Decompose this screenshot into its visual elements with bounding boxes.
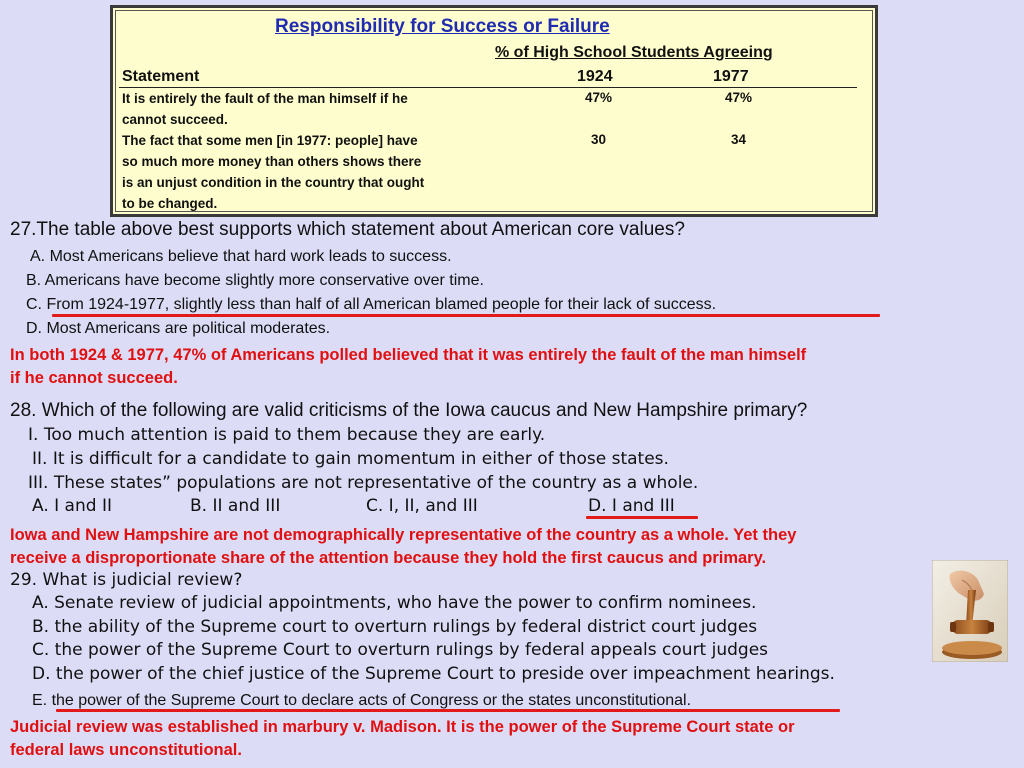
table-cell-1977: 34 [731,132,747,147]
question-28-stem: 28. Which of the following are valid criticisms of the Iowa caucus and New Hampshire primary? [10,400,808,421]
table-cell-1924: 47% [585,90,613,105]
q28-statement-1: I. Too much attention is paid to them because they are early. [28,425,546,445]
q28-choice-d: D. I and III [588,496,675,516]
answer-underline [586,516,698,519]
question-29-stem: 29. What is judicial review? [10,570,243,590]
table-row-statement: It is entirely the fault of the man himself if he cannot succeed. [122,91,408,127]
table-title: Responsibility for Success or Failure [275,16,610,37]
q29-explanation: Judicial review was established in marbury v. Madison. It is the power of the Supreme Court state or federal laws unconstitutional. [10,718,795,759]
q27-option-c: C. From 1924-1977, slightly less than half of all American blamed people for their lack of success. [26,296,717,313]
data-table-box [110,5,878,217]
table-cell-1977: 47% [725,90,753,105]
q27-option-d: D. Most Americans are political moderates. [26,320,331,337]
q28-statement-2: II. It is difficult for a candidate to gain momentum in either of those states. [32,449,669,469]
q29-option-c: C. the power of the Supreme Court to overturn rulings by federal appeals court judges [32,640,769,660]
q27-explanation: In both 1924 & 1977, 47% of Americans polled believed that it was entirely the fault of the man himself if he cannot succeed. [10,346,807,387]
table-row-statement: The fact that some men [in 1977: people] have so much more money than others shows there is an unjust condition in the country that ought to be changed. [122,133,425,211]
q28-statement-3: III. These states” populations are not representative of the country as a whole. [28,473,699,493]
table-column-statement: Statement [122,68,200,85]
question-27-stem: 27.The table above best supports which statement about American core values? [10,219,685,240]
q28-choice-a: A. I and II [32,496,112,516]
table-cell-1924: 30 [591,132,607,147]
gavel-image [932,560,1008,662]
q27-option-b: B. Americans have become slightly more conservative over time. [26,272,484,289]
q29-option-e: E. the power of the Supreme Court to declare acts of Congress or the states unconstitutional. [32,692,692,709]
q29-option-a: A. Senate review of judicial appointments, who have the power to confirm nominees. [32,593,757,613]
q28-explanation: Iowa and New Hampshire are not demographically representative of the country as a whole. Yet they receive a disproportionate share of the attention because they hold the first caucus and primary. [10,526,797,567]
table-column-1977: 1977 [713,68,749,85]
q29-option-b: B. the ability of the Supreme court to overturn rulings by federal district court judges [32,617,758,637]
q29-option-d: D. the power of the chief justice of the Supreme Court to preside over impeachment hearings. [32,664,835,684]
table-header-percent: % of High School Students Agreeing [495,44,773,61]
answer-underline [52,314,880,317]
q28-choice-c: C. I, II, and III [366,496,478,516]
table-column-1924: 1924 [577,68,613,85]
q27-option-a: A. Most Americans believe that hard work leads to success. [30,248,452,265]
q28-choice-b: B. II and III [190,496,281,516]
answer-underline [56,709,840,712]
